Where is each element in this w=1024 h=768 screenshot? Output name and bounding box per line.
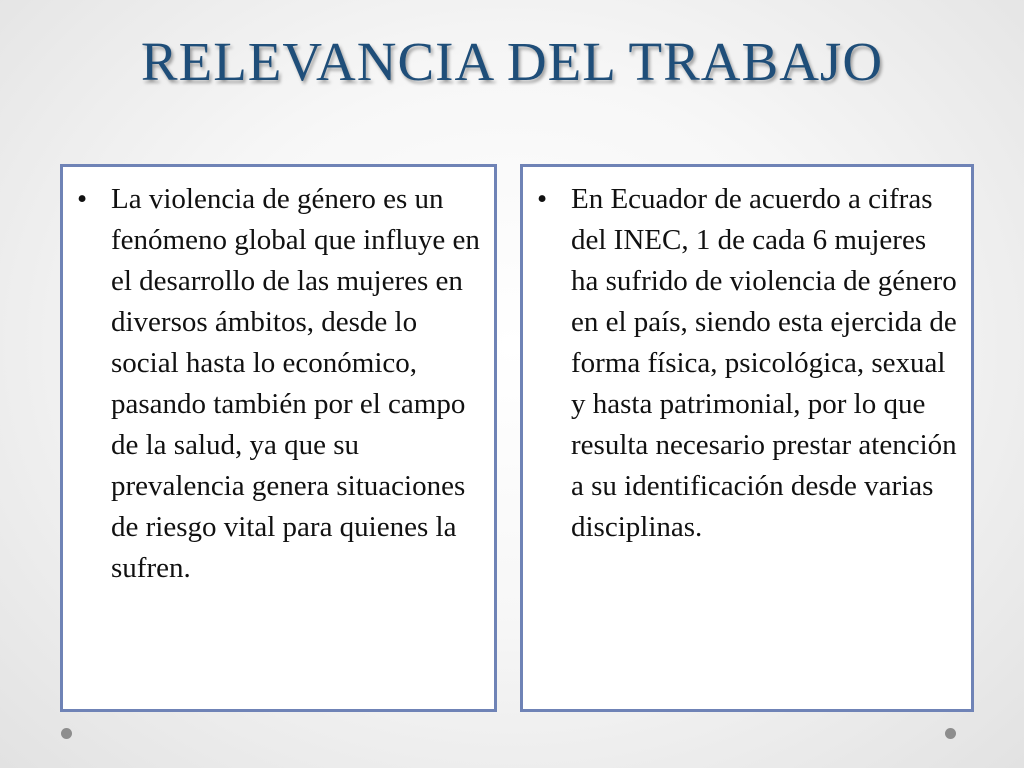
right-bullet-text: En Ecuador de acuerdo a cifras del INEC, 1 de cada 6 mujeres ha sufrido de violencia de género en el país, siendo esta ejercida de forma física, psicológica, sexual y hasta patrimonial, por lo que resulta necesario prestar atención a su identificación desde varias disciplinas.: [571, 183, 957, 543]
left-text-box: [60, 164, 497, 712]
slide-title: RELEVANCIA DEL TRABAJO: [140, 31, 884, 92]
decorative-dot-icon: [61, 728, 72, 739]
right-bullet-item: [537, 179, 957, 548]
right-bullet-list: [537, 179, 957, 548]
bullet-icon: •: [537, 183, 548, 215]
left-bullet-list: [77, 179, 480, 589]
left-bullet-text: La violencia de género es un fenómeno global que influye en el desarrollo de las mujeres en diversos ámbitos, desde lo social hasta lo económico, pasando también por el campo de la salud, ya que su prevalencia genera situaciones de riesgo vital para quienes la sufren.: [111, 183, 480, 584]
right-text-box: [520, 164, 974, 712]
left-bullet-item: [77, 179, 480, 589]
decorative-dot-icon: [945, 728, 956, 739]
bullet-icon: •: [77, 183, 88, 215]
